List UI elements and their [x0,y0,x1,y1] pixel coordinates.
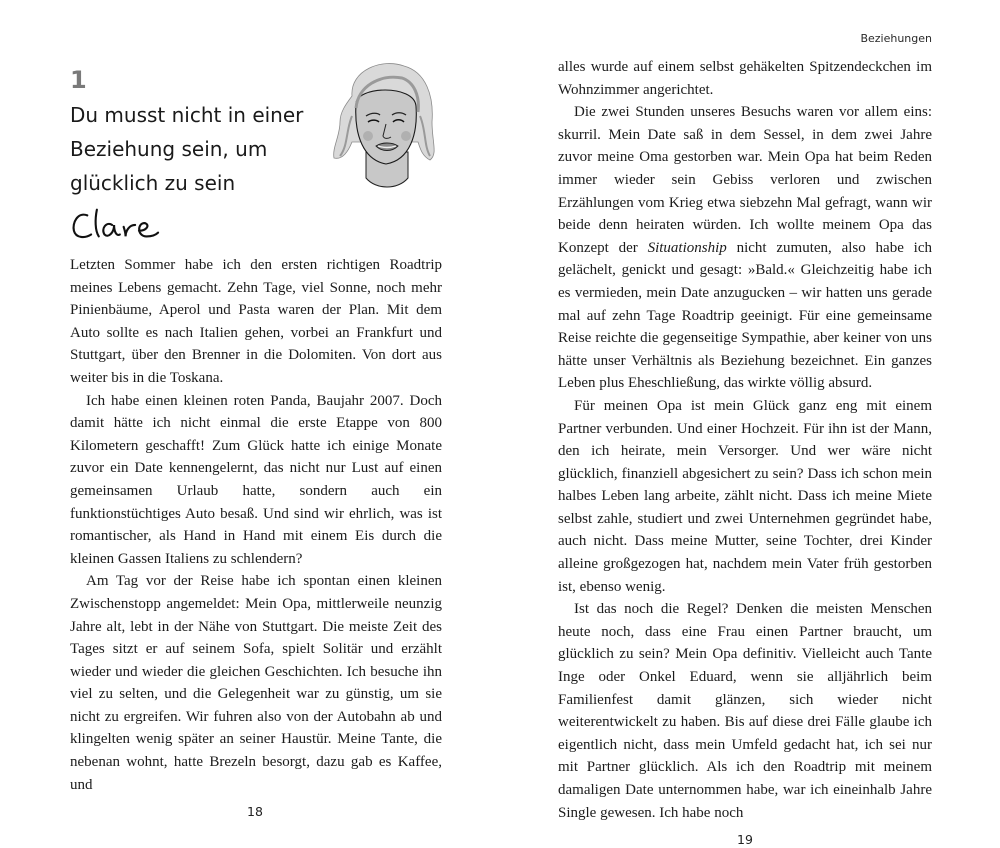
body-text [558,56,932,824]
portrait-illustration [322,56,446,196]
chapter-number: 1 [70,66,87,94]
signature-clare [66,202,166,246]
body-text [70,254,442,796]
chapter-title [70,98,320,200]
paragraph: Am Tag vor der Reise habe ich spontan einen kleinen Zwischenstopp angemeldet: Mein Opa, mittlerweile neunzig Jahre alt, lebt in der Nähe von Stuttgart. Die meiste Zeit des Tages sitzt er auf seinem Sofa, spielt Solitär und erzählt wieder und wieder die gleichen Geschichten. Ich besuche ihn viel zu selten, und die Gelegenheit war zu günstig, um sie nicht zu ergreifen. Wir fuhren also von der Autobahn ab und klingelten wenig später an seiner Haustür. Meine Tante, die nebenan wohnt, hatte Brezeln besorgt, dazu gab es Kaffee, und [70,573,442,793]
paragraph: Für meinen Opa ist mein Glück ganz eng mit einem Partner verbunden. Und einer Hochzeit. Für ihn ist der Mann, den ich heirate, mein Versorger. Und wer wäre nicht glücklich, finanziell abgesichert zu sein? Dass ich schon mein halbes Leben lang arbeite, zählt nicht. Dass ich meine Miete selbst zahle, studiert und zwei Unternehmen gegründet habe, auch nicht. Dass meine Mutter, seine Tochter, drei Kinder alleine großgezogen hat, nachdem mein Vater früh gestorben ist, ebenso wenig. [558,397,932,595]
paragraph-text: Die zwei Stunden unseres Besuchs waren vor allem eins: skurril. Mein Date saß in dem Sessel, in dem zwei Jahre zuvor meine Oma gestorben war. Mein Opa hat beim Reden immer wieder sein Gebiss verloren und zwischen Erzählungen vom Krieg etwa siebzehn Mal gefragt, wann wir beide denn heiraten würden. Ich wollte meinem Opa das Konzept der [558,104,932,256]
paragraph-text: nicht zumuten, also habe ich gelächelt, genickt und gesagt: »Bald.« Gleichzeitig habe ich es vermieden, mein Date anzugucken – wir hatten uns gerade mal auf zehn Tage Roadtrip geeinigt. Für eine gemeinsame Reise reichte die gegenseitige Sympathie, aber keiner von uns hätte unser Verhältnis als Beziehung bezeichnet. Ein ganzes Leben plus Eheschließung, das wirkte völlig absurd. [558,239,933,392]
page-number: 19 [737,832,753,847]
right-page [500,0,1000,847]
paragraph: alles wurde auf einem selbst gehäkelten Spitzendeckchen im Wohnzimmer angerichtet. [558,59,932,98]
paragraph: Ist das noch die Regel? Denken die meisten Menschen heute noch, dass eine Frau einen Partner braucht, um glücklich zu sein? Mein Opa definitiv. Vielleicht auch Tante Inge oder Onkel Eduard, wenn sie alljährlich beim Familienfest damit glänzen, sich wieder nicht weiterentwickelt zu haben. Bis auf diese drei Fälle glaube ich eigentlich nicht, dass mein Umfeld gedacht hat, ich sei nur mit Partner glücklich. Als ich den Roadtrip mit meinem damaligen Date unternommen habe, war ich eineinhalb Jahre Single gewesen. Ich habe noch [558,601,932,821]
chapter-title-line: Beziehung sein, um [70,137,268,161]
left-page [0,0,500,819]
paragraph [558,101,932,395]
paragraph: Letzten Sommer habe ich den ersten richtigen Roadtrip meines Lebens gemacht. Zehn Tage, viel Sonne, noch mehr Pinienbäume, Aperol und Pasta waren der Plan. Mit dem Auto sollte es nach Italien gehen, vorbei an Frankfurt und Stuttgart, über den Brenner in die Dolomiten. Von dort aus weiter bis in die Toskana. [70,257,442,386]
page-number: 18 [247,804,263,819]
chapter-title-line: glücklich zu sein [70,171,236,195]
running-head: Beziehungen [860,32,932,45]
paragraph: Ich habe einen kleinen roten Panda, Baujahr 2007. Doch damit hätte ich nicht einmal die erste Etappe von 800 Kilometern geschafft! Zum Glück hatte ich einige Monate zuvor ein Date kennengelernt, das nicht nur Lust auf einen gemeinsamen Urlaub hatte, sondern auch ein funktionstüchtiges Auto besaß. Und sind wir ehrlich, was ist romantischer, als Hand in Hand mit einem Eis durch die kleinen Gassen Italiens zu schlendern? [70,392,442,567]
italic-term: Situationship [647,239,727,256]
chapter-title-line: Du musst nicht in einer [70,103,304,127]
